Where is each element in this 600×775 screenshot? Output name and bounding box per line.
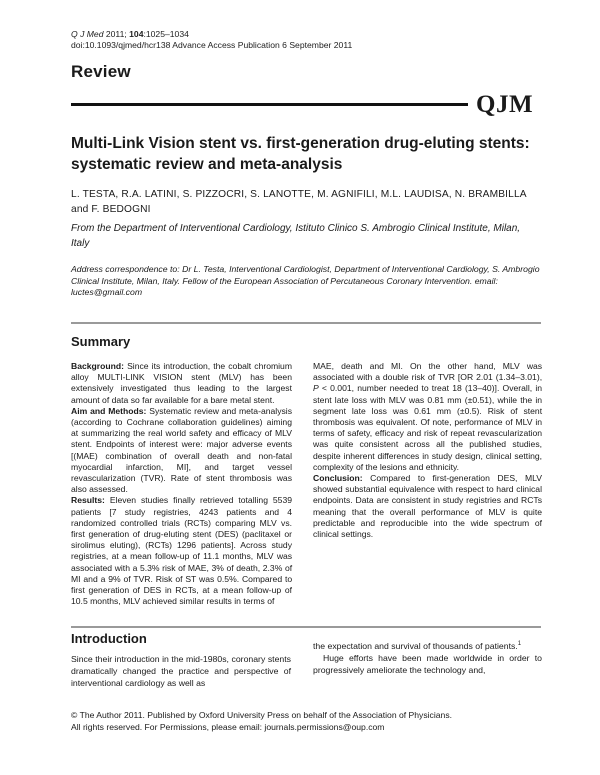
citation-line	[71, 29, 189, 40]
summary-background	[71, 361, 292, 406]
section-label: Review	[71, 62, 131, 81]
summary-left-column	[71, 361, 292, 607]
introduction-divider	[71, 626, 541, 628]
conclusion-text: Compared to first-generation DES, MLV showed substantial equivalence with respect to hard clinical endpoints. Data are consistent in study registries and RCTs meaning that the overall performance of MLV is quite predictable and reproducible into the wide spectrum of clinical settings.	[313, 473, 542, 540]
introduction-right-text-2: Huge efforts have been made worldwide in order to progressively ameliorate the technology and,	[313, 653, 542, 676]
conclusion-label: Conclusion:	[313, 473, 363, 484]
affiliation: From the Department of Interventional Cardiology, Istituto Clinico S. Ambrogio Clinical Institute, Milan, Italy	[71, 223, 521, 249]
introduction-left-text: Since their introduction in the mid-1980s, coronary stents dramatically changed the practice and perspective of interventional cardiology as well as	[71, 654, 291, 689]
article-title: Multi-Link Vision stent vs. first-generation drug-eluting stents: systematic review and meta-analysis	[71, 135, 530, 173]
introduction-right-para-1	[313, 640, 542, 652]
summary-heading: Summary	[71, 334, 131, 349]
introduction-right-text-1: the expectation and survival of thousands of patients.	[313, 641, 518, 651]
summary-divider	[71, 322, 541, 324]
summary-aims	[71, 406, 292, 496]
header-rule	[71, 103, 468, 106]
reference-marker: 1	[517, 641, 522, 648]
permissions-line: All rights reserved. For Permissions, please email: journals.permissions@oup.com	[71, 722, 385, 732]
author-list: L. TESTA, R.A. LATINI, S. PIZZOCRI, S. LANOTTE, M. AGNIFILI, M.L. LAUDISA, N. BRAMBILLA and F. BEDOGNI	[71, 189, 527, 215]
citation-volume: 104	[129, 29, 144, 39]
aims-label: Aim and Methods:	[71, 405, 147, 416]
summary-right-column	[313, 361, 542, 540]
summary-results: Results: Eleven studies finally retrieved totalling 5539 patients [7 study registries, 4243 patients and 4 randomized controlled trials (RCTs) comparing MLV vs. first generation of drug-eluting stent (DES) (paclitaxel or sirolimus eluting), (RCTs) 1296 patients]. Across study registries, at a mean follow-up of 11.1 months, MLV was associated with a 5.3% risk of MAE, 3% of death, 2.3% of MI and a 9% of TVR. Risk of ST was 0.5%. Compared to first generation of DES in RCTs, at a mean follow-up of 10.5 months, MLV achieved similar results in terms of	[71, 495, 293, 607]
summary-results-continued: MAE, death and MI. On the other hand, MLV was associated with a double risk of TVR [OR 2.01 (1.34–3.01), P < 0.001, number needed to treat 18 (13–40)]. Overall, in stent late loss with MLV was 0.81 mm (±0.51), while the in segment late loss was 0.61 mm (±0.5). Risk of stent thrombosis was equivalent. Of note, performance of MLV in terms of safety, efficacy and risk of repeat revascularization was quite consistent across all the published studies, despite inherent differences in study design, clinical setting, complexity of the lesions and ethnicity.	[313, 361, 543, 472]
copyright-line: © The Author 2011. Published by Oxford University Press on behalf of the Association of Physicians.	[71, 710, 453, 720]
introduction-heading: Introduction	[71, 631, 147, 646]
aims-text: Systematic review and meta-analysis (according to Cochrane collaboration guidelines) aiming at summarizing the real world safety and efficacy of MLV stent. Endpoints of interest were: major adverse events [(MAE) combination of overall death and non-fatal myocardial infarction, MI], and target vessel revascularization (TVR). Rate of stent thrombosis was also assessed.	[71, 405, 293, 495]
background-text: Since its introduction, the cobalt chromium alloy MULTI-LINK VISION stent (MLV) has been extensively investigated thus leading to the largest amount of data so far available for a bare metal stent.	[71, 361, 292, 405]
copyright-footer	[71, 709, 551, 733]
citation-pages: :1025–1034	[143, 29, 189, 39]
summary-conclusion	[313, 473, 542, 540]
journal-logo: QJM	[476, 91, 534, 118]
background-label: Background:	[71, 361, 124, 371]
doi-line: doi:10.1093/qjmed/hcr138 Advance Access Publication 6 September 2011	[71, 40, 353, 50]
citation-year: 2011;	[103, 29, 130, 39]
journal-name: Q J Med	[71, 29, 104, 39]
correspondence: Address correspondence to: Dr L. Testa, Interventional Cardiologist, Department of Interventional Cardiology, S. Ambrogio Clinical Institute, Milan, Italy. Fellow of the European Association of Percutaneous Coronary Intervention. email: luctes@gmail.com	[71, 264, 540, 297]
introduction-right-column	[313, 640, 542, 677]
